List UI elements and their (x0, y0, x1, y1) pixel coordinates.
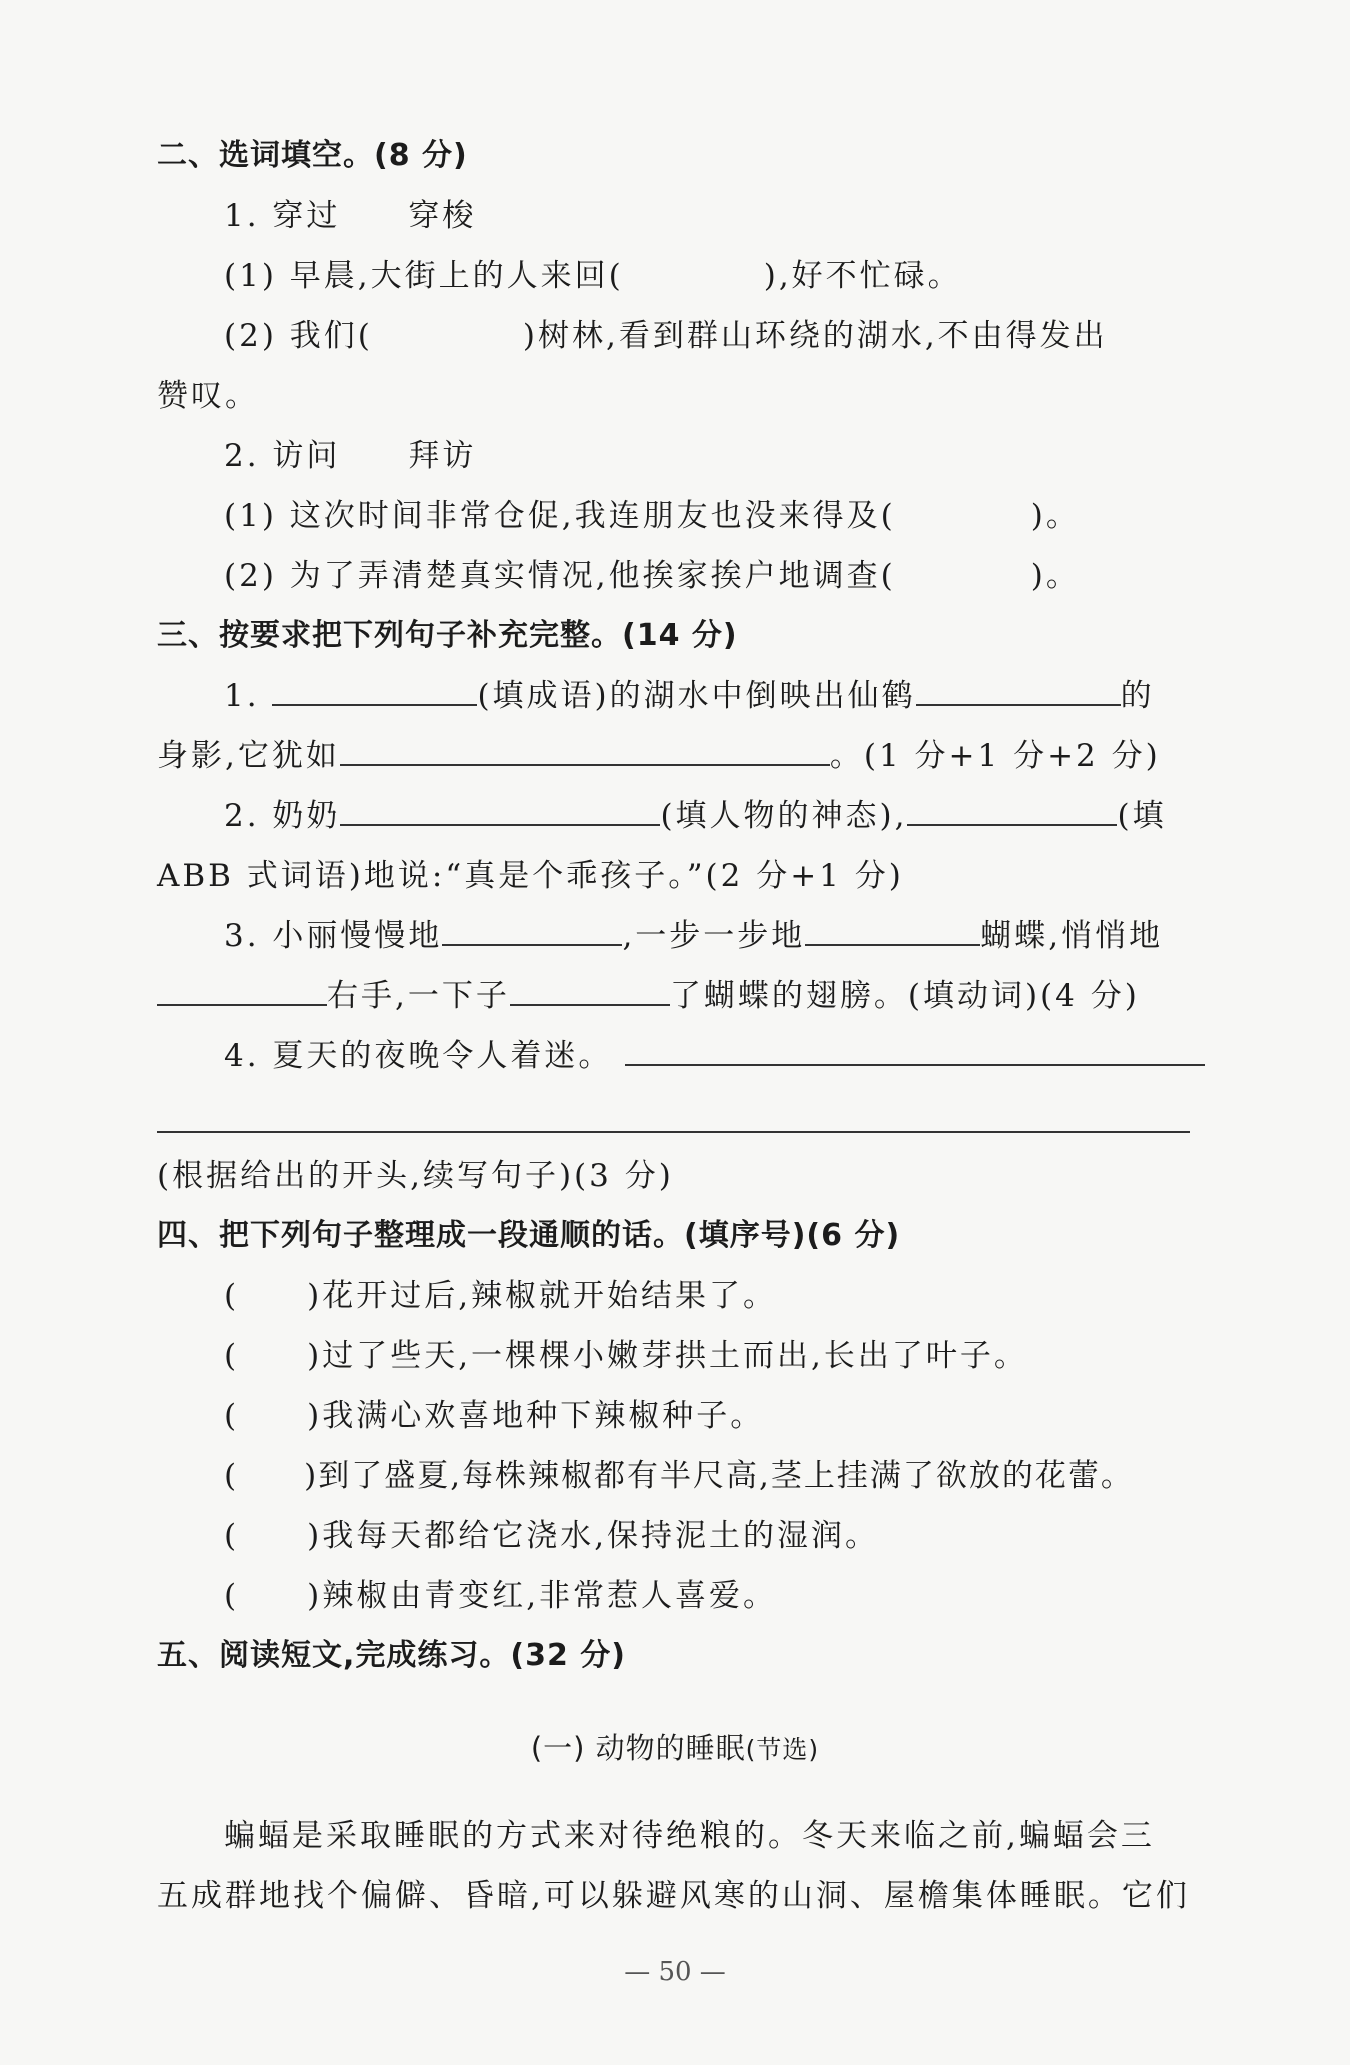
sentence-text: 我满心欢喜地种下辣椒种子。 (322, 1398, 765, 1434)
question-2-2-2 (224, 554, 1080, 598)
page-number: — 50 — (624, 1957, 726, 1987)
item-3-1-cont (157, 734, 1161, 778)
item-text: 右手,一下子 (327, 978, 510, 1014)
item-3-2-cont: ABB 式词语)地说:“真是个乖孩子。”(2 分+1 分) (157, 858, 904, 894)
fill-blank[interactable] (510, 974, 670, 1006)
question-2-1-1 (224, 254, 962, 298)
item-text: 蝴蝶,悄悄地 (980, 918, 1164, 954)
passage-line: 五成群地找个偏僻、昏暗,可以躲避风寒的山洞、屋檐集体睡眠。它们 (157, 1878, 1190, 1914)
fill-blank[interactable] (340, 794, 660, 826)
fill-blank[interactable] (625, 1034, 1205, 1066)
ordering-item (224, 1334, 1028, 1378)
sentence-text: 花开过后,辣椒就开始结果了。 (322, 1278, 778, 1314)
sentence-text: 我每天都给它浇水,保持泥土的湿润。 (322, 1518, 880, 1554)
item-number: 1. (224, 678, 260, 714)
sentence-text: 到了盛夏,每株辣椒都有半尺高,茎上挂满了欲放的花蕾。 (318, 1458, 1134, 1494)
item-text: (填成语)的湖水中倒映出仙鹤 (477, 678, 916, 714)
fill-blank[interactable] (340, 734, 830, 766)
section-5-heading: 五、阅读短文,完成练习。(32 分) (157, 1638, 627, 1673)
section-3-heading: 三、按要求把下列句子补充完整。(14 分) (157, 618, 738, 653)
item-text: 2. 奶奶 (224, 798, 341, 834)
fill-blank[interactable] (916, 674, 1121, 706)
ordering-item (224, 1514, 879, 1558)
item-text: ,一步一步地 (622, 918, 806, 954)
question-2-2-1 (224, 494, 1080, 538)
answer-line[interactable] (157, 1131, 1190, 1133)
question-2-1-2-cont: 赞叹。 (157, 378, 259, 414)
order-box[interactable]: ( ) (224, 1338, 323, 1374)
passage-title-note: (节选) (745, 1735, 820, 1764)
item-text: (填人物的神态), (660, 798, 908, 834)
question-text: )。 (1030, 558, 1080, 594)
question-text: (1) 早晨,大街上的人来回( (224, 258, 624, 294)
fill-blank[interactable] (442, 914, 622, 946)
item-text: 4. 夏天的夜晚令人着迷。 (224, 1038, 613, 1074)
question-2-1-2 (224, 314, 1108, 358)
item-3-3 (224, 914, 1163, 958)
passage-title (0, 1726, 1350, 1772)
ordering-item (224, 1574, 777, 1618)
fill-blank[interactable] (907, 794, 1117, 826)
item-text: 身影,它犹如 (157, 738, 340, 774)
fill-blank[interactable] (805, 914, 980, 946)
order-box[interactable]: ( ) (224, 1398, 323, 1434)
question-text: (2) 为了弄清楚真实情况,他挨家挨户地调查( (224, 558, 896, 594)
item-3-2 (224, 794, 1167, 838)
item-text: (填 (1117, 798, 1167, 834)
order-box[interactable]: ( ) (224, 1458, 319, 1494)
fill-blank[interactable] (272, 674, 477, 706)
sentence-text: 过了些天,一棵棵小嫩芽拱土而出,长出了叶子。 (322, 1338, 1028, 1374)
ordering-item (224, 1454, 1134, 1498)
passage-line: 蝙蝠是采取睡眠的方式来对待绝粮的。冬天来临之前,蝙蝠会三 (224, 1818, 1155, 1854)
question-text: ),好不忙碌。 (763, 258, 962, 294)
question-text: (2) 我们( (224, 318, 373, 354)
order-box[interactable]: ( ) (224, 1278, 323, 1314)
item-3-1 (224, 674, 1155, 718)
passage-title-text: (一) 动物的睡眠 (530, 1731, 746, 1765)
word-options-1: 1. 穿过 穿梭 (224, 198, 477, 234)
section-4-heading: 四、把下列句子整理成一段通顺的话。(填序号)(6 分) (157, 1218, 901, 1253)
item-text: 3. 小丽慢慢地 (224, 918, 443, 954)
sentence-text: 辣椒由青变红,非常惹人喜爱。 (322, 1578, 778, 1614)
word-options-2: 2. 访问 拜访 (224, 438, 477, 474)
item-text: 的 (1120, 678, 1155, 714)
order-box[interactable]: ( ) (224, 1518, 323, 1554)
section-2-heading: 二、选词填空。(8 分) (157, 138, 468, 173)
ordering-item (224, 1394, 764, 1438)
item-3-4-note: (根据给出的开头,续写句子)(3 分) (157, 1158, 674, 1194)
question-text: )。 (1030, 498, 1080, 534)
item-text: 。(1 分+1 分+2 分) (829, 738, 1161, 774)
item-text: 了蝴蝶的翅膀。(填动词)(4 分) (669, 978, 1140, 1014)
ordering-item (224, 1274, 777, 1318)
question-text: )树林,看到群山环绕的湖水,不由得发出 (522, 318, 1108, 354)
question-text: (1) 这次时间非常仓促,我连朋友也没来得及( (224, 498, 896, 534)
item-3-4 (224, 1034, 1205, 1078)
order-box[interactable]: ( ) (224, 1578, 323, 1614)
item-3-3-cont (157, 974, 1140, 1018)
fill-blank[interactable] (157, 974, 327, 1006)
